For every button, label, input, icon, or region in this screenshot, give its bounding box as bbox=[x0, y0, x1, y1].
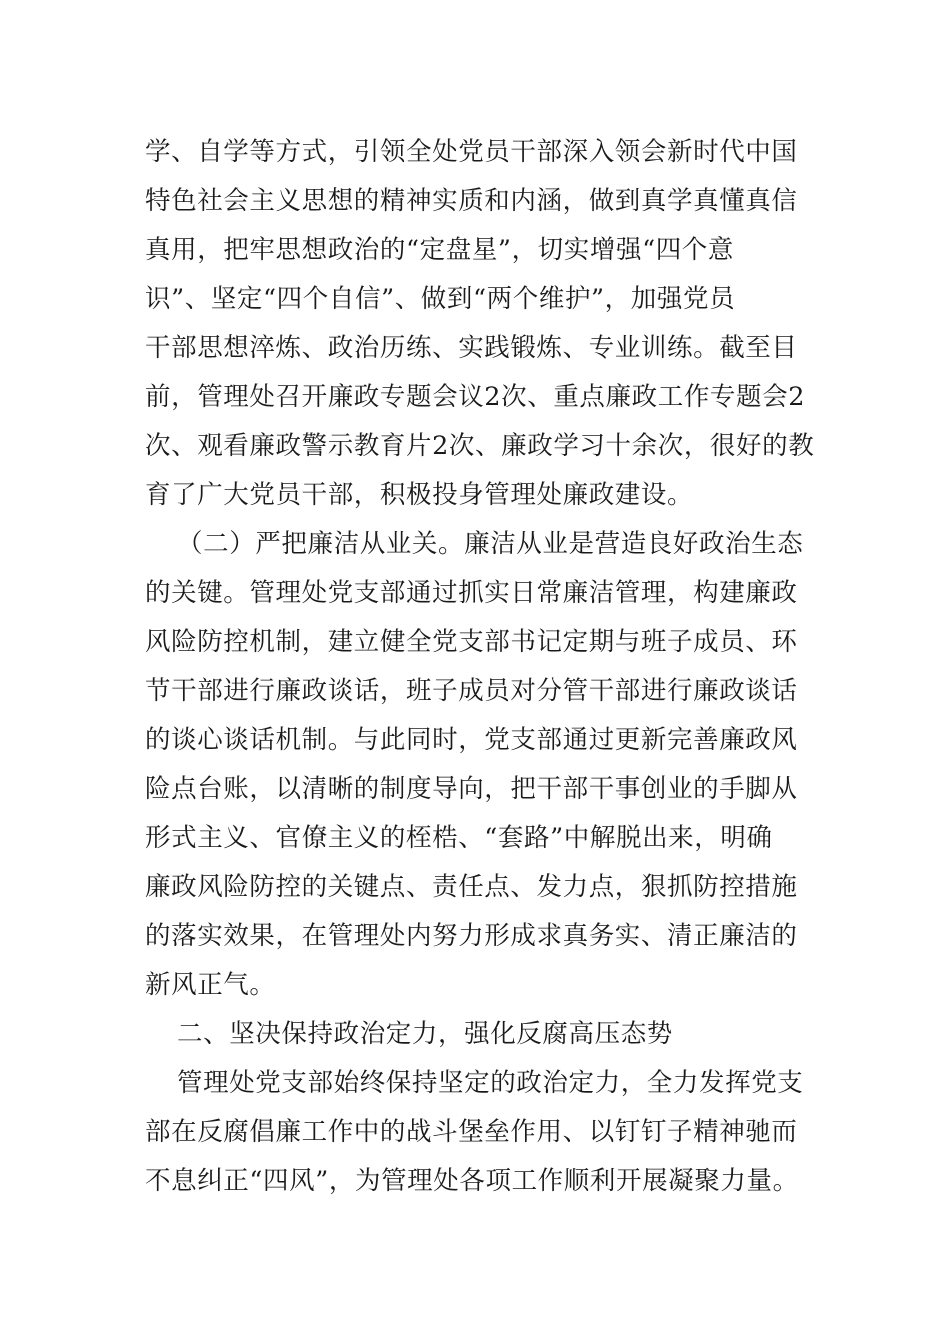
text-line: 学、自学等方式，引领全处党员干部深入领会新时代中国 bbox=[145, 137, 798, 167]
text-line: 管理处党支部始终保持坚定的政治定力，全力发挥党支 bbox=[177, 1068, 804, 1098]
text-line: 干部思想淬炼、政治历练、实践锻炼、专业训练。截至目 bbox=[145, 333, 798, 363]
text-line: 险点台账，以清晰的制度导向，把干部干事创业的手脚从 bbox=[145, 774, 798, 804]
text-line: 不息纠正“四风”，为管理处各项工作顺利开展凝聚力量。 bbox=[145, 1166, 799, 1196]
text-line: 新风正气。 bbox=[145, 970, 276, 1000]
text-line: 的落实效果，在管理处内努力形成求真务实、清正廉洁的 bbox=[145, 921, 798, 951]
text-line: 前，管理处召开廉政专题会议2次、重点廉政工作专题会2 bbox=[145, 382, 806, 412]
text-line: 真用，把牢思想政治的“定盘星”，切实增强“四个意 bbox=[145, 235, 735, 265]
text-line: 形式主义、官僚主义的桎梏、“套路”中解脱出来，明确 bbox=[145, 823, 773, 853]
text-line: 特色社会主义思想的精神实质和内涵，做到真学真懂真信 bbox=[145, 186, 798, 216]
text-line: 的谈心谈话机制。与此同时，党支部通过更新完善廉政风 bbox=[145, 725, 798, 755]
section-heading: 二、坚决保持政治定力，强化反腐高压态势 bbox=[177, 1019, 673, 1049]
section-heading-2: （二）严把廉洁从业关。廉洁从业是营造良好政治生态 bbox=[177, 529, 804, 559]
text-line: 育了广大党员干部，积极投身管理处廉政建设。 bbox=[145, 480, 694, 510]
text-line: 廉政风险防控的关键点、责任点、发力点，狠抓防控措施 bbox=[145, 872, 798, 902]
text-line: 次、观看廉政警示教育片2次、廉政学习十余次，很好的教 bbox=[145, 431, 815, 461]
text-line: 部在反腐倡廉工作中的战斗堡垒作用、以钉钉子精神驰而 bbox=[145, 1117, 798, 1147]
text-line: 风险防控机制，建立健全党支部书记定期与班子成员、环 bbox=[145, 627, 798, 657]
text-line: 节干部进行廉政谈话，班子成员对分管干部进行廉政谈话 bbox=[145, 676, 798, 706]
text-line: 识”、坚定“四个自信”、做到“两个维护”，加强党员 bbox=[145, 284, 736, 314]
text-line: 的关键。管理处党支部通过抓实日常廉洁管理，构建廉政 bbox=[145, 578, 798, 608]
